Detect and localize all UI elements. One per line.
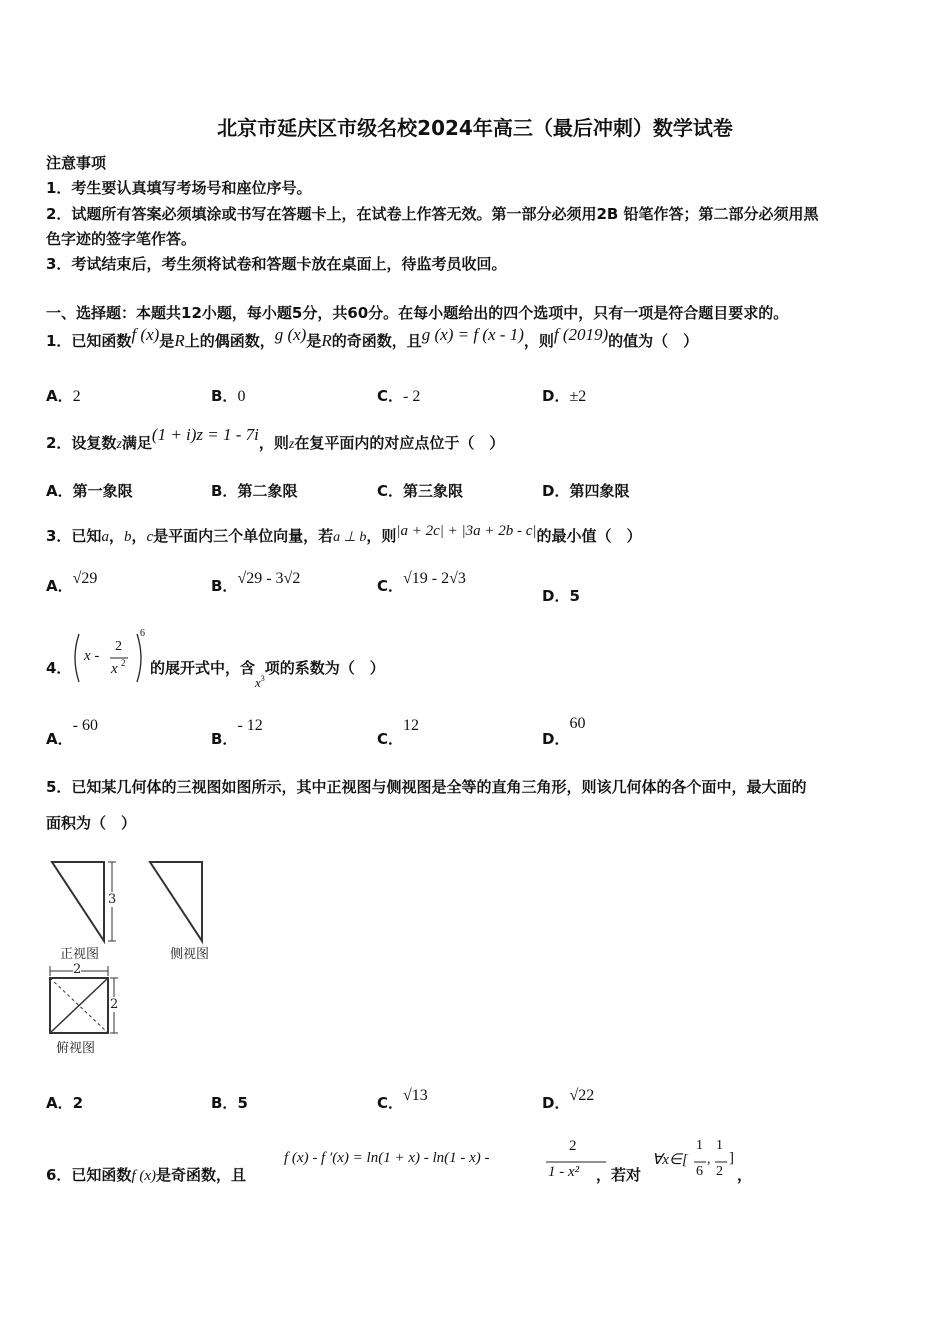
q5-option-b: B．5 xyxy=(211,1094,248,1112)
q6-math: f (x) xyxy=(131,1168,157,1184)
q6-math: f (x) - f ′(x) = ln(1 + x) - ln(1 - x) - xyxy=(284,1150,490,1166)
q3-text: ，则 xyxy=(366,527,397,545)
q4-math-denominator-exp: 2 xyxy=(121,658,126,668)
q2-text: 在复平面内的对应点位于（ ） xyxy=(294,434,505,452)
q1-text: 1．已知函数 xyxy=(46,332,132,350)
q6-math-num1: 1 xyxy=(696,1138,703,1153)
q1-text: 的值为（ ） xyxy=(608,332,699,350)
q3-math: |a + 2c| + |3a + 2b - c| xyxy=(396,523,537,539)
q4-text: 项的系数为（ ） xyxy=(264,659,385,677)
notice-item: 1．考生要认真填写考场号和座位序号。 xyxy=(46,179,312,197)
q3-text: 3．已知 xyxy=(46,527,102,545)
q1-option-d: D．±2 xyxy=(542,387,587,405)
q6-math: ∀x∈[ xyxy=(652,1152,688,1168)
three-view-figure xyxy=(40,855,240,1060)
q6-equation xyxy=(284,1138,594,1188)
q5-option-a: A．2 xyxy=(46,1094,84,1112)
side-view-label: 侧视图 xyxy=(170,947,210,962)
page-title: 北京市延庆区市级名校2024年高三（最后冲刺）数学试卷 xyxy=(217,116,733,140)
height-dimension-label: 3 xyxy=(108,892,117,907)
q5-option-d: D．√22 xyxy=(542,1087,595,1112)
q2-option-a: A．第一象限 xyxy=(46,482,133,500)
q1-math: f (2019) xyxy=(553,325,609,344)
q4-bracket-icon xyxy=(70,628,146,686)
q1-math: g (x) xyxy=(274,325,307,344)
question-5-line-2: 面积为（ ） xyxy=(46,814,137,832)
width-dimension-label: 2 xyxy=(73,962,82,977)
q6-text: 是奇函数，且 xyxy=(156,1166,247,1184)
question-1 xyxy=(46,325,699,351)
q3-option-c: C．√19 - 2√3 xyxy=(377,570,466,595)
notice-heading: 注意事项 xyxy=(46,154,107,172)
q4-math-term: x xyxy=(255,675,261,690)
q4-text: 的展开式中，含 xyxy=(150,659,256,677)
q6-text: ， xyxy=(737,1166,753,1184)
q4-option-b: B．- 12 xyxy=(211,717,263,748)
q3-text: 的最小值（ ） xyxy=(536,527,642,545)
q3-option-b: B．√29 - 3√2 xyxy=(211,570,301,595)
q4-option-d: D．60 xyxy=(542,715,586,748)
q6-interval-bars-icon xyxy=(694,1160,734,1164)
q1-text: ，则 xyxy=(523,332,554,350)
q3-math: a ⊥ b xyxy=(333,530,367,545)
q4-math-term-exp: 3 xyxy=(260,674,265,683)
front-view-label: 正视图 xyxy=(60,947,100,962)
question-2 xyxy=(46,425,505,453)
q1-option-b: B．0 xyxy=(211,387,246,405)
q4-math-denominator: x xyxy=(111,661,118,677)
q4-binomial xyxy=(70,628,146,686)
q2-text: 满足 xyxy=(121,434,152,452)
q3-math: b xyxy=(123,529,132,545)
q4-option-a: A．- 60 xyxy=(46,717,98,748)
q2-option-c: C．第三象限 xyxy=(377,482,464,500)
q2-text: ，则 xyxy=(258,434,289,452)
q3-math: c xyxy=(146,529,154,545)
q2-math: (1 + i)z = 1 - 7i xyxy=(151,425,259,444)
q3-math: a xyxy=(101,529,109,545)
notice-item: 2．试题所有答案必须填涂或书写在答题卡上，在试卷上作答无效。第一部分必须用2B 铅笔作答；第二部分必须用黑 xyxy=(46,205,819,223)
q1-text: 上的偶函数， xyxy=(184,332,275,350)
q6-math-denominator: 1 - x² xyxy=(548,1164,580,1180)
q6-math-bracket: ] xyxy=(729,1150,734,1166)
q4-math-numerator: 2 xyxy=(115,639,122,654)
top-view-label: 俯视图 xyxy=(56,1041,96,1056)
q6-text: 6．已知函数 xyxy=(46,1166,132,1184)
q2-math: z xyxy=(116,437,122,452)
q1-text: 是 xyxy=(306,332,322,350)
q3-text: ， xyxy=(108,527,124,545)
q1-math: f (x) xyxy=(131,325,160,344)
q6-math-numerator: 2 xyxy=(569,1138,577,1154)
q2-math: z xyxy=(288,437,295,452)
q2-option-d: D．第四象限 xyxy=(542,482,630,500)
q3-option-d: D．5 xyxy=(542,587,580,605)
q3-option-a: A．√29 xyxy=(46,570,98,595)
depth-dimension-label: 2 xyxy=(110,997,119,1012)
question-6 xyxy=(46,1164,246,1185)
q3-text: 是平面内三个单位向量，若 xyxy=(153,527,334,545)
q1-text: 的奇函数，且 xyxy=(331,332,422,350)
q2-option-b: B．第二象限 xyxy=(211,482,298,500)
q4-math-power: 6 xyxy=(140,628,145,639)
section-heading: 一、选择题：本题共12小题，每小题5分，共60分。在每小题给出的四个选项中，只有一项是符合题目要求的。 xyxy=(46,304,789,322)
notice-item: 3．考试结束后，考生须将试卷和答题卡放在桌面上，待监考员收回。 xyxy=(46,255,507,273)
q6-math-den2: 2 xyxy=(716,1164,723,1179)
q1-math: g (x) = f (x - 1) xyxy=(421,325,524,344)
q1-math: R xyxy=(174,331,185,350)
q4-number: 4． xyxy=(46,659,72,677)
q4-math-x: x - xyxy=(84,648,100,664)
question-4 xyxy=(150,657,385,690)
q1-option-a: A．2 xyxy=(46,387,81,405)
q1-text: 是 xyxy=(159,332,175,350)
q1-option-c: C．- 2 xyxy=(377,387,421,405)
q6-math-num2: 1 xyxy=(716,1138,723,1153)
q4-option-c: C．12 xyxy=(377,717,420,748)
q3-text: ， xyxy=(131,527,147,545)
question-3 xyxy=(46,525,642,546)
question-5-line-1: 5．已知某几何体的三视图如图所示，其中正视图与侧视图是全等的直角三角形，则该几何体的各个面中，最大面的 xyxy=(46,778,807,796)
notice-item: 色字迹的签字笔作答。 xyxy=(46,230,197,248)
q6-math-comma: , xyxy=(707,1152,711,1167)
q5-option-c: C．√13 xyxy=(377,1087,428,1112)
q6-text: ，若对 xyxy=(596,1166,642,1184)
q2-text: 2．设复数 xyxy=(46,434,117,452)
q6-interval xyxy=(652,1138,742,1188)
q6-math-den1: 6 xyxy=(696,1164,703,1179)
q1-math: R xyxy=(321,331,332,350)
